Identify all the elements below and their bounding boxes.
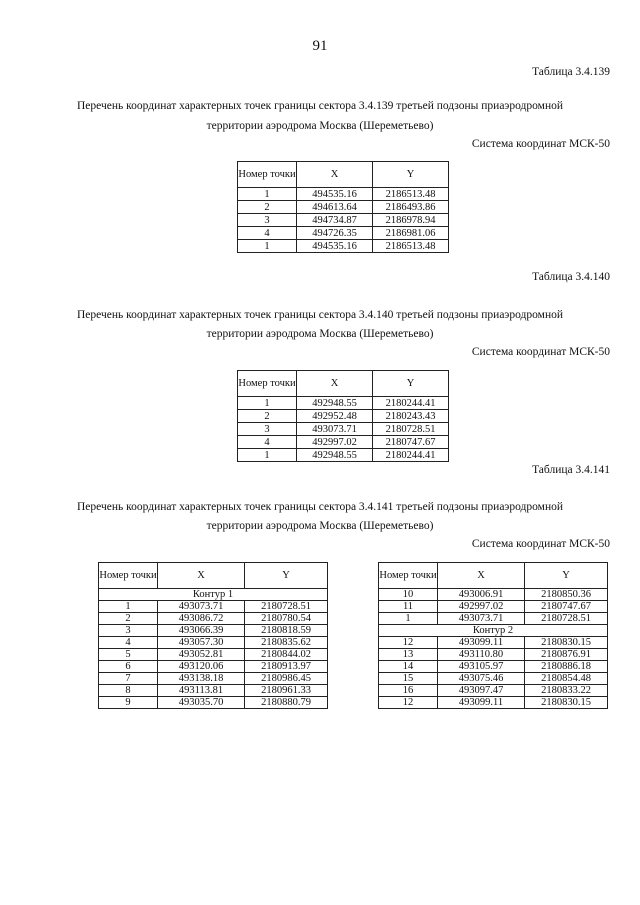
point-number-cell: 16 — [379, 685, 438, 697]
x-coordinate-cell: 493066.39 — [158, 625, 245, 637]
column-header: Y — [245, 563, 328, 589]
point-number-cell: 9 — [99, 697, 158, 709]
x-coordinate-cell: 494726.35 — [297, 227, 373, 240]
x-coordinate-cell: 492952.48 — [297, 410, 373, 423]
table-row — [238, 240, 449, 253]
contour-section-row — [99, 589, 328, 601]
point-number-cell: 6 — [99, 661, 158, 673]
table-row — [238, 214, 449, 227]
contour-label: Контур 2 — [379, 625, 608, 637]
table-row — [238, 449, 449, 462]
point-number-cell: 7 — [99, 673, 158, 685]
point-number-cell: 2 — [99, 613, 158, 625]
table-row — [379, 685, 608, 697]
coordinate-system: Система координат МСК-50 — [471, 346, 610, 358]
table-row — [99, 613, 328, 625]
y-coordinate-cell: 2180913.97 — [245, 661, 328, 673]
point-number-cell: 12 — [379, 697, 438, 709]
point-number-cell: 3 — [99, 625, 158, 637]
table-title-line2: территории аэродрома Москва (Шереметьево) — [206, 520, 434, 532]
x-coordinate-cell: 492948.55 — [297, 397, 373, 410]
y-coordinate-cell: 2180728.51 — [373, 423, 449, 436]
table-row — [238, 436, 449, 449]
table-title-line1: Перечень координат характерных точек границы сектора 3.4.141 третьей подзоны приаэродромной — [76, 501, 563, 513]
x-coordinate-cell: 493138.18 — [158, 673, 245, 685]
y-coordinate-cell: 2180830.15 — [525, 637, 608, 649]
point-number-cell: 3 — [238, 423, 297, 436]
point-number-cell: 2 — [238, 410, 297, 423]
x-coordinate-cell: 492997.02 — [297, 436, 373, 449]
y-coordinate-cell: 2180850.36 — [525, 589, 608, 601]
x-coordinate-cell: 493075.46 — [438, 673, 525, 685]
y-coordinate-cell: 2180844.02 — [245, 649, 328, 661]
x-coordinate-cell: 493073.71 — [438, 613, 525, 625]
table-row — [99, 649, 328, 661]
y-coordinate-cell: 2180747.67 — [525, 601, 608, 613]
x-coordinate-cell: 493113.81 — [158, 685, 245, 697]
x-coordinate-cell: 493006.91 — [438, 589, 525, 601]
table-row — [238, 227, 449, 240]
y-coordinate-cell: 2180244.41 — [373, 397, 449, 410]
column-header: Номер точки — [99, 563, 158, 589]
table-row — [379, 673, 608, 685]
table-row — [238, 188, 449, 201]
coordinate-system: Система координат МСК-50 — [471, 538, 610, 550]
point-number-cell: 15 — [379, 673, 438, 685]
x-coordinate-cell: 493099.11 — [438, 697, 525, 709]
y-coordinate-cell: 2180961.33 — [245, 685, 328, 697]
page-number: 91 — [312, 38, 328, 54]
table-label: Таблица 3.4.141 — [532, 464, 610, 476]
x-coordinate-cell: 492948.55 — [297, 449, 373, 462]
y-coordinate-cell: 2180728.51 — [245, 601, 328, 613]
x-coordinate-cell: 493105.97 — [438, 661, 525, 673]
table-row — [238, 397, 449, 410]
column-header: Y — [373, 371, 449, 397]
column-header: Номер точки — [238, 371, 297, 397]
x-coordinate-cell: 492997.02 — [438, 601, 525, 613]
point-number-cell: 4 — [238, 436, 297, 449]
y-coordinate-cell: 2180833.22 — [525, 685, 608, 697]
table-row — [99, 685, 328, 697]
y-coordinate-cell: 2180818.59 — [245, 625, 328, 637]
x-coordinate-cell: 494613.64 — [297, 201, 373, 214]
x-coordinate-cell: 494535.16 — [297, 188, 373, 201]
point-number-cell: 14 — [379, 661, 438, 673]
y-coordinate-cell: 2180243.43 — [373, 410, 449, 423]
table-row — [379, 601, 608, 613]
table-row — [99, 601, 328, 613]
table-title-line2: территории аэродрома Москва (Шереметьево) — [206, 120, 434, 132]
y-coordinate-cell: 2186493.86 — [373, 201, 449, 214]
x-coordinate-cell: 493057.30 — [158, 637, 245, 649]
point-number-cell: 3 — [238, 214, 297, 227]
point-number-cell: 10 — [379, 589, 438, 601]
y-coordinate-cell: 2180986.45 — [245, 673, 328, 685]
table-row — [99, 625, 328, 637]
coordinates-table-3-4-140 — [237, 370, 449, 462]
column-header: Y — [373, 162, 449, 188]
contour-label: Контур 1 — [99, 589, 328, 601]
point-number-cell: 2 — [238, 201, 297, 214]
point-number-cell: 12 — [379, 637, 438, 649]
table-row — [99, 637, 328, 649]
table-title-line1: Перечень координат характерных точек границы сектора 3.4.139 третьей подзоны приаэродромной — [76, 100, 563, 112]
table-label: Таблица 3.4.140 — [532, 271, 610, 283]
column-header: Номер точки — [238, 162, 297, 188]
table-row — [99, 673, 328, 685]
coordinate-system: Система координат МСК-50 — [471, 138, 610, 150]
x-coordinate-cell: 494535.16 — [297, 240, 373, 253]
point-number-cell: 4 — [238, 227, 297, 240]
table-row — [238, 201, 449, 214]
point-number-cell: 1 — [99, 601, 158, 613]
point-number-cell: 1 — [238, 397, 297, 410]
x-coordinate-cell: 493073.71 — [297, 423, 373, 436]
point-number-cell: 4 — [99, 637, 158, 649]
column-header: Y — [525, 563, 608, 589]
coordinates-table-3-4-139 — [237, 161, 449, 253]
x-coordinate-cell: 493110.80 — [438, 649, 525, 661]
point-number-cell: 11 — [379, 601, 438, 613]
x-coordinate-cell: 493035.70 — [158, 697, 245, 709]
point-number-cell: 1 — [379, 613, 438, 625]
point-number-cell: 1 — [238, 449, 297, 462]
y-coordinate-cell: 2186981.06 — [373, 227, 449, 240]
table-row — [379, 649, 608, 661]
column-header: X — [297, 371, 373, 397]
y-coordinate-cell: 2180876.91 — [525, 649, 608, 661]
x-coordinate-cell: 493120.06 — [158, 661, 245, 673]
y-coordinate-cell: 2186513.48 — [373, 188, 449, 201]
table-row — [238, 423, 449, 436]
x-coordinate-cell: 493097.47 — [438, 685, 525, 697]
coordinates-table-3-4-141-right — [378, 562, 608, 709]
contour-section-row — [379, 625, 608, 637]
y-coordinate-cell: 2180244.41 — [373, 449, 449, 462]
x-coordinate-cell: 493099.11 — [438, 637, 525, 649]
y-coordinate-cell: 2186978.94 — [373, 214, 449, 227]
x-coordinate-cell: 493073.71 — [158, 601, 245, 613]
table-row — [379, 697, 608, 709]
table-row — [99, 697, 328, 709]
table-row — [99, 661, 328, 673]
y-coordinate-cell: 2180886.18 — [525, 661, 608, 673]
point-number-cell: 5 — [99, 649, 158, 661]
point-number-cell: 13 — [379, 649, 438, 661]
coordinates-table-3-4-141-left — [98, 562, 328, 709]
table-row — [379, 589, 608, 601]
table-title-line2: территории аэродрома Москва (Шереметьево) — [206, 328, 434, 340]
point-number-cell: 8 — [99, 685, 158, 697]
y-coordinate-cell: 2180830.15 — [525, 697, 608, 709]
table-label: Таблица 3.4.139 — [532, 66, 610, 78]
y-coordinate-cell: 2180728.51 — [525, 613, 608, 625]
x-coordinate-cell: 493052.81 — [158, 649, 245, 661]
x-coordinate-cell: 493086.72 — [158, 613, 245, 625]
point-number-cell: 1 — [238, 240, 297, 253]
table-row — [379, 613, 608, 625]
table-row — [238, 410, 449, 423]
column-header: X — [158, 563, 245, 589]
y-coordinate-cell: 2180835.62 — [245, 637, 328, 649]
y-coordinate-cell: 2180880.79 — [245, 697, 328, 709]
table-title-line1: Перечень координат характерных точек границы сектора 3.4.140 третьей подзоны приаэродромной — [76, 309, 563, 321]
x-coordinate-cell: 494734.87 — [297, 214, 373, 227]
y-coordinate-cell: 2186513.48 — [373, 240, 449, 253]
column-header: Номер точки — [379, 563, 438, 589]
y-coordinate-cell: 2180747.67 — [373, 436, 449, 449]
point-number-cell: 1 — [238, 188, 297, 201]
column-header: X — [297, 162, 373, 188]
column-header: X — [438, 563, 525, 589]
table-row — [379, 637, 608, 649]
y-coordinate-cell: 2180780.54 — [245, 613, 328, 625]
y-coordinate-cell: 2180854.48 — [525, 673, 608, 685]
table-row — [379, 661, 608, 673]
